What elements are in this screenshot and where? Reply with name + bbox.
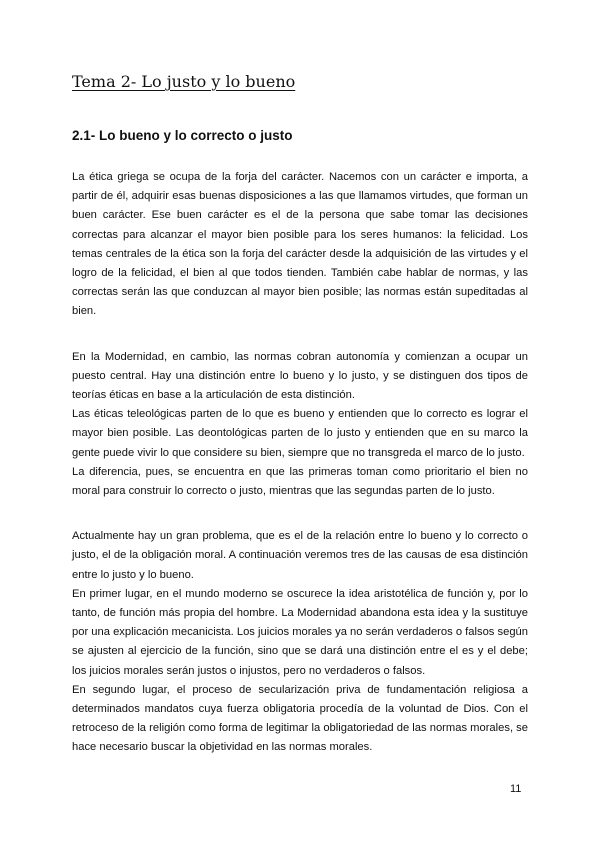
paragraph: La ética griega se ocupa de la forja del carácter. Nacemos con un carácter e importa, a partir de él, adquirir esas buenas disposiciones a las que llamamos virtudes, que forman un buen carácter. Ese buen carácter es el de la persona que sabe tomar las decisiones correctas para alcanzar el mayor bien posible para los seres humanos: la felicidad. Los temas centrales de la ética son la forja del carácter desde la adquisición de las virtudes y el logro de la felicidad, el bien al que todos tienden. También cabe hablar de normas, y las correctas serán las que conduzcan al mayor bien posible; las normas están supeditadas al bien.	[72, 171, 528, 318]
paragraph: En primer lugar, en el mundo moderno se oscurece la idea aristotélica de función y, por lo tanto, de función más propia del hombre. La Modernidad abandona esta idea y la sustituye por una explicación mecanicista. Los juicios morales ya no serán verdaderos o falsos según se ajusten al ejercicio de la función, sino que se dará una distinción entre el es y el debe; los juicios morales serán justos o injustos, pero no verdaderos o falsos.	[72, 587, 528, 677]
page-number: 11	[510, 783, 522, 795]
paragraph: Actualmente hay un gran problema, que es el de la relación entre lo bueno y lo correcto o justo, el de la obligación moral. A continuación veremos tres de las causas de esa distinción entre lo justo y lo bueno.	[72, 530, 528, 581]
paragraph: En la Modernidad, en cambio, las normas cobran autonomía y comienzan a ocupar un puesto central. Hay una distinción entre lo bueno y lo justo, y se distinguen dos tipos de teorías éticas en base a la articulación de esta distinción.	[72, 350, 528, 402]
section-heading: 2.1- Lo bueno y lo correcto o justo	[72, 128, 293, 143]
chapter-title: Tema 2- Lo justo y lo bueno	[72, 72, 296, 91]
paragraph: En segundo lugar, el proceso de secularización priva de fundamentación religiosa a determinados mandatos cuya fuerza obligatoria procedía de la voluntad de Dios. Con el retroceso de la religión como forma de legitimar la obligatoriedad de las normas morales, se hace necesario buscar la objetividad en las normas morales.	[72, 683, 528, 754]
paragraph: Las éticas teleológicas parten de lo que es bueno y entienden que lo correcto es lograr el mayor bien posible. Las deontológicas parten de lo justo y entienden que en su marco la gente puede vivir lo que considere su bien, siempre que no transgreda el marco de lo justo.	[72, 408, 528, 459]
paragraph: La diferencia, pues, se encuentra en que las primeras toman como prioritario el bien no moral para construir lo correcto o justo, mientras que las segundas parten de lo justo.	[72, 465, 528, 498]
body-text	[72, 168, 528, 758]
